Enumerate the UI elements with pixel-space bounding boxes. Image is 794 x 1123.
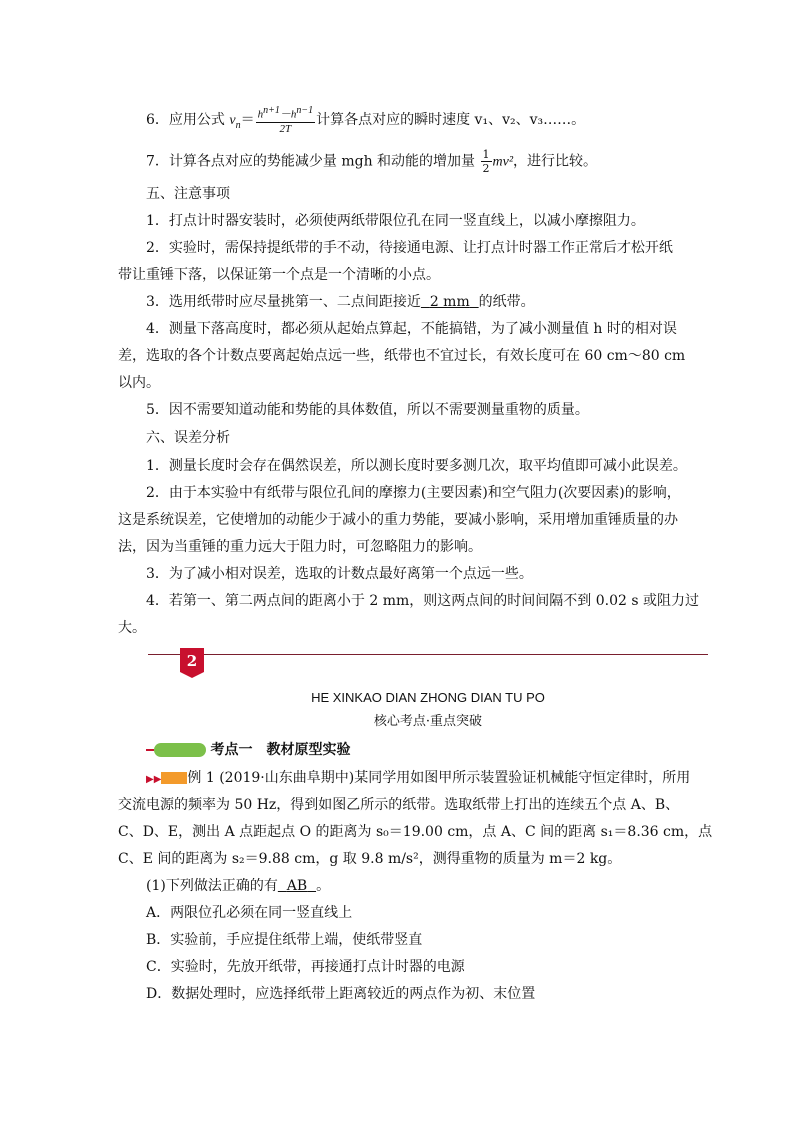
kaodian-dash-icon [146, 749, 154, 751]
option-d: D．数据处理时，应选择纸带上距离较近的两点作为初、末位置 [146, 986, 536, 1002]
section-number: 2 [186, 652, 198, 670]
option-c: C．实验时，先放开纸带，再接通打点计时器的电源 [146, 959, 465, 975]
item-7: 7．计算各点对应的势能减少量 mgh 和动能的增加量 $\frac{1}{2}$ mv²，进行比较。 [146, 148, 598, 175]
banner-rule [148, 654, 708, 655]
question-1: (1)下列做法正确的有 AB 。 [146, 878, 331, 894]
error-3: 3．为了减小相对误差，选取的计数点最好离第一个点远一些。 [146, 566, 533, 582]
error-2b: 这是系统误差，它使增加的动能少于减小的重力势能，要减小影响，采用增加重锤质量的办 [118, 512, 678, 528]
option-a: A．两限位孔必须在同一竖直线上 [146, 905, 353, 921]
notes-heading: 五、注意事项 [146, 186, 230, 202]
note-4a: 4．测量下落高度时，都必须从起始点算起，不能搞错，为了减小测量值 h 时的相对误 [146, 321, 677, 337]
option-b: B．实验前，手应提住纸带上端，使纸带竖直 [146, 932, 423, 948]
example-line-3: C、D、E，测出 A 点距起点 O 的距离为 s₀＝19.00 cm，点 A、C 间的距离 s₁＝8.36 cm，点 [118, 824, 713, 840]
velocity-fraction: $\frac{hn+1-hn-1}{2T}$ [257, 105, 314, 135]
errors-heading: 六、误差分析 [146, 430, 230, 446]
error-4b: 大。 [118, 620, 146, 636]
note-5: 5．因不需要知道动能和势能的具体数值，所以不需要测量重物的质量。 [146, 402, 589, 418]
example-line-2: 交流电源的频率为 50 Hz，得到如图乙所示的纸带。选取纸带上打出的连续五个点 A、B、 [118, 797, 680, 813]
note-4b: 差，选取的各个计数点要离起始点远一些，纸带也不宜过长，有效长度可在 60 cm～80 cm [118, 348, 686, 364]
note-1: 1．打点计时器安装时，必须使两纸带限位孔在同一竖直线上，以减小摩擦阻力。 [146, 213, 645, 229]
kaodian-heading: 考点一 教材原型实验 [146, 740, 350, 760]
error-1: 1．测量长度时会存在偶然误差，所以测长度时要多测几次，取平均值即可减小此误差。 [146, 458, 687, 474]
error-2c: 法，因为当重锤的重力远大于阻力时，可忽略阻力的影响。 [118, 539, 482, 555]
note-3-answer: 2 mm [429, 294, 470, 310]
example-tag-icon [161, 772, 187, 784]
kaodian-pill-icon [154, 743, 206, 757]
formula-lhs: $v_n$ [229, 112, 241, 131]
error-4a: 4．若第一、第二两点间的距离小于 2 mm，则这两点间的时间间隔不到 0.02 s 或阻力过 [146, 593, 699, 609]
banner-title: 核心考点·重点突破 [373, 714, 483, 729]
item-6: 6．应用公式 $v_n=$ $\frac{hn+1-hn-1}{2T}$ 计算各点对应的瞬时速度 v₁、v₂、v₃……。 [146, 105, 586, 135]
error-2a: 2．由于本实验中有纸带与限位孔间的摩擦力(主要因素)和空气阻力(次要因素)的影响， [146, 485, 681, 501]
half-fraction: $\frac{1}{2}$ [482, 148, 490, 175]
example-line-4: C、E 间的距离为 s₂＝9.88 cm，g 取 9.8 m/s²，测得重物的质量为 m＝2 kg。 [118, 851, 622, 867]
note-4c: 以内。 [118, 375, 160, 391]
note-3: 3．选用纸带时应尽量挑第一、二点间距接近 2 mm 的纸带。 [146, 294, 535, 310]
question-1-answer: AB [286, 878, 308, 894]
note-2a: 2．实验时，需保持提纸带的手不动，待接通电源、让打点计时器工作正常后才松开纸 [146, 240, 673, 256]
example-line-1: ▶▶ 例 1 (2019·山东曲阜期中)某同学用如图甲所示装置验证机械能守恒定律时，所用 [146, 770, 691, 786]
banner-pinyin: HE XINKAO DIAN ZHONG DIAN TU PO [311, 690, 545, 705]
note-2b: 带让重锤下落，以保证第一个点是一个清晰的小点。 [118, 267, 440, 283]
double-arrow-icon: ▶▶ [146, 774, 162, 785]
